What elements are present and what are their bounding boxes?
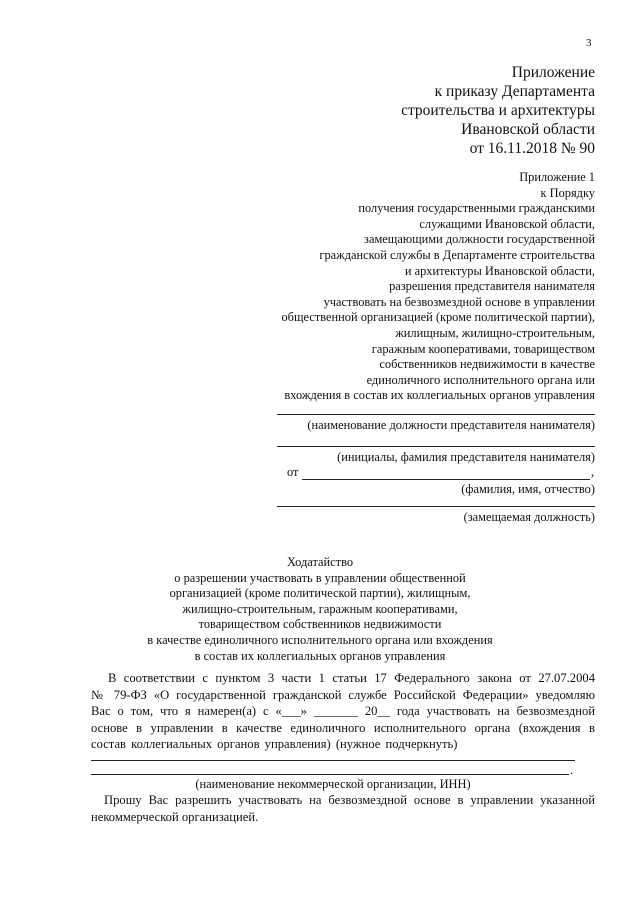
- appendix1-line: и архитектуры Ивановской области,: [404, 263, 595, 278]
- body-line: основе в управлении в качестве единоличного исполнительного органа (вхождения в: [91, 720, 595, 735]
- post-caption: (замещаемая должность): [463, 510, 595, 524]
- appendix1-line: получения государственными гражданскими: [358, 201, 595, 216]
- request-line: некоммерческой организацией.: [91, 809, 259, 824]
- title-line: в качестве единоличного исполнительного органа или вхождения: [147, 633, 493, 647]
- fio-caption: (фамилия, имя, отчество): [461, 482, 595, 496]
- from-label: от: [287, 465, 299, 479]
- appendix1-line: замещающими должности государственной: [364, 232, 595, 247]
- body-line: Вас о том, что я намерен(а) с «___» _______ 20__ года участвовать на безвозмездной: [91, 704, 595, 719]
- appendix-header-date: от 16.11.2018 № 90: [469, 140, 595, 157]
- body-line: В соответствии с пунктом 3 части 1 статьи 17 Федерального закона от 27.07.2004: [108, 671, 595, 685]
- appendix1-line: единоличного исполнительного органа или: [366, 372, 595, 387]
- document-title: Ходатайство: [286, 555, 354, 569]
- title-line: в состав их коллегиальных органов управления: [194, 648, 446, 663]
- org-blank-line: [91, 774, 569, 775]
- org-blank-line: [91, 760, 575, 761]
- appendix1-line: разрешения представителя нанимателя: [389, 279, 595, 294]
- name-blank-line: [277, 446, 595, 447]
- appendix1-line: вхождения в состав их коллегиальных органов управления: [284, 388, 595, 403]
- appendix-header-line: к приказу Департамента: [434, 83, 595, 100]
- appendix1-line: собственников недвижимости в качестве: [379, 357, 595, 372]
- appendix1-line: к Порядку: [540, 185, 595, 200]
- appendix1-line: Приложение 1: [519, 170, 595, 184]
- appendix-header-line: строительства и архитектуры: [401, 102, 595, 119]
- position-caption: (наименование должности представителя нанимателя): [307, 418, 595, 432]
- title-line: товариществом собственников недвижимости: [198, 617, 442, 632]
- title-line: жилищно-строительным, гаражным кооперативами,: [182, 601, 458, 616]
- appendix-header-line: Приложение: [511, 64, 595, 81]
- from-comma: ,: [591, 465, 595, 479]
- appendix-header-line: Ивановской области: [461, 121, 595, 138]
- fio-blank-line: [302, 479, 590, 480]
- post-blank-line: [277, 506, 595, 507]
- request-line: Прошу Вас разрешить участвовать на безвозмездной основе в управлении указанной: [104, 793, 595, 807]
- title-line: организацией (кроме политической партии), жилищным,: [169, 586, 471, 601]
- name-caption: (инициалы, фамилия представителя нанимателя): [337, 450, 595, 464]
- appendix1-line: служащими Ивановской области,: [419, 216, 595, 231]
- position-blank-line: [277, 414, 595, 415]
- org-caption: (наименование некоммерческой организации, ИНН): [195, 777, 471, 791]
- appendix1-line: жилищным, жилищно-строительным,: [395, 326, 595, 340]
- org-end-dot: .: [570, 763, 574, 777]
- title-line: о разрешении участвовать в управлении общественной: [174, 570, 466, 585]
- page-number: 3: [586, 37, 592, 49]
- body-line: № 79-ФЗ «О государственной гражданской службе Российской Федерации» уведомляю: [91, 687, 595, 702]
- appendix1-line: общественной организацией (кроме политической партии),: [281, 310, 595, 325]
- appendix1-line: гаражным кооперативами, товариществом: [371, 341, 595, 356]
- appendix1-line: участвовать на безвозмездной основе в управлении: [323, 294, 595, 309]
- body-line: состав коллегиальных органов управления) (нужное подчеркнуть): [91, 737, 458, 752]
- appendix1-line: гражданской службы в Департаменте строительства: [319, 248, 595, 262]
